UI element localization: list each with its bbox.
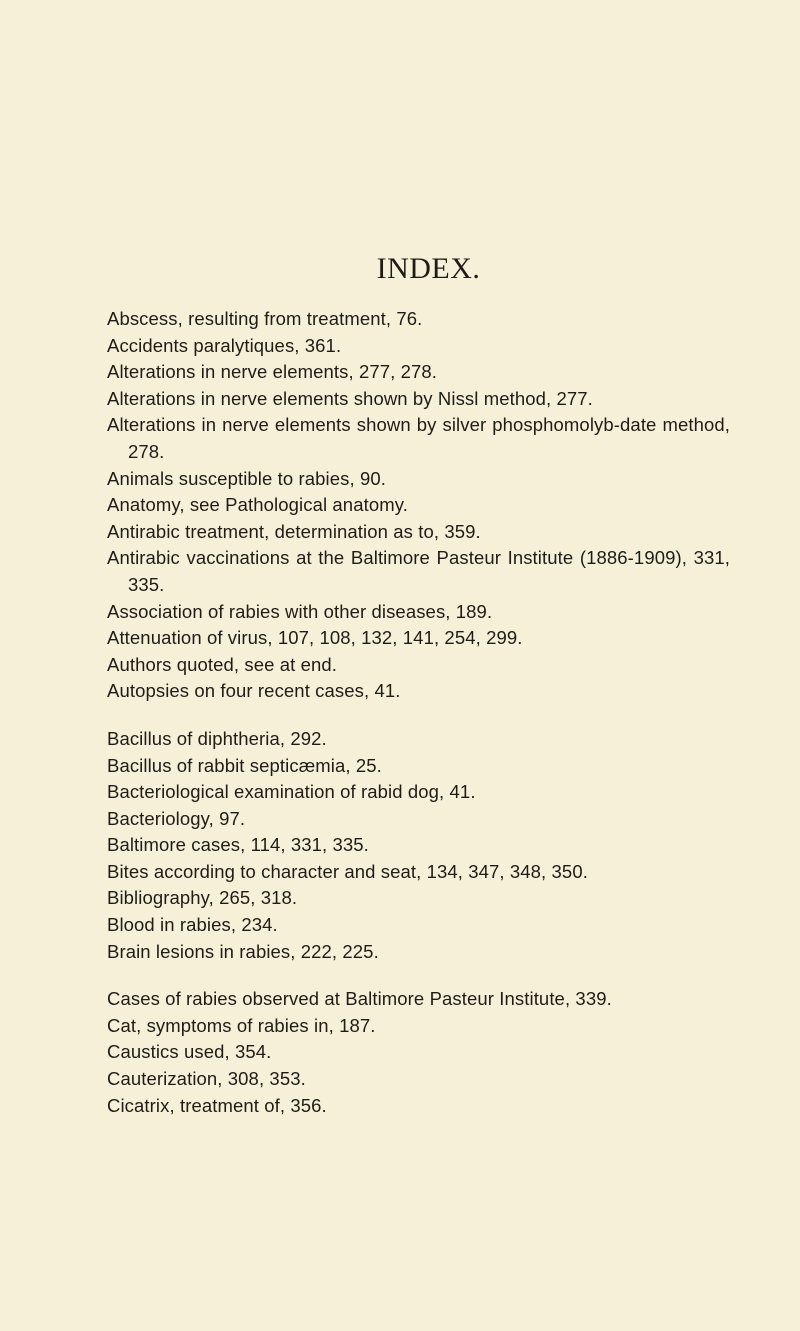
index-entry: Attenuation of virus, 107, 108, 132, 141, 254, 299. [107,627,523,649]
index-entry: Accidents paralytiques, 361. [107,334,342,356]
index-entry: Cases of rabies observed at Baltimore Pasteur Institute, 339. [107,988,612,1010]
index-entry: Cicatrix, treatment of, 356. [107,1094,327,1116]
index-entry: Animals susceptible to rabies, 90. [107,467,386,489]
index-entry: Association of rabies with other diseases, 189. [107,600,493,622]
index-entry: Blood in rabies, 234. [107,914,278,936]
index-entry: Bacteriology, 97. [107,807,246,829]
index-entry: Baltimore cases, 114, 331, 335. [107,834,369,856]
index-section-a [107,306,730,705]
index-entry: Alterations in nerve elements shown by silver phosphomolyb-date method, 278. [107,414,730,462]
index-entry: Caustics used, 354. [107,1041,272,1063]
index-entry: Antirabic vaccinations at the Baltimore Pasteur Institute (1886-1909), 331, 335. [107,547,730,595]
index-entry: Brain lesions in rabies, 222, 225. [107,940,379,962]
index-entry: Bacillus of rabbit septicæmia, 25. [107,754,382,776]
index-entry: Bites according to character and seat, 134, 347, 348, 350. [107,860,588,882]
index-entry: Antirabic treatment, determination as to, 359. [107,520,481,542]
index-entry: Alterations in nerve elements, 277, 278. [107,361,437,383]
index-entry: Authors quoted, see at end. [107,653,338,675]
index-entry: Anatomy, see Pathological anatomy. [107,494,408,516]
index-entry: Cat, symptoms of rabies in, 187. [107,1014,376,1036]
index-section-c [107,986,730,1119]
index-entry: Alterations in nerve elements shown by Nissl method, 277. [107,387,593,409]
index-entry: Bacteriological examination of rabid dog, 41. [107,781,476,803]
index-entry: Autopsies on four recent cases, 41. [107,680,401,702]
page-title: INDEX. [376,252,481,285]
index-section-b [107,726,730,965]
index-entry: Cauterization, 308, 353. [107,1068,306,1090]
index-entry: Bibliography, 265, 318. [107,887,298,909]
index-entry: Bacillus of diphtheria, 292. [107,727,327,749]
index-entry: Abscess, resulting from treatment, 76. [107,308,423,329]
